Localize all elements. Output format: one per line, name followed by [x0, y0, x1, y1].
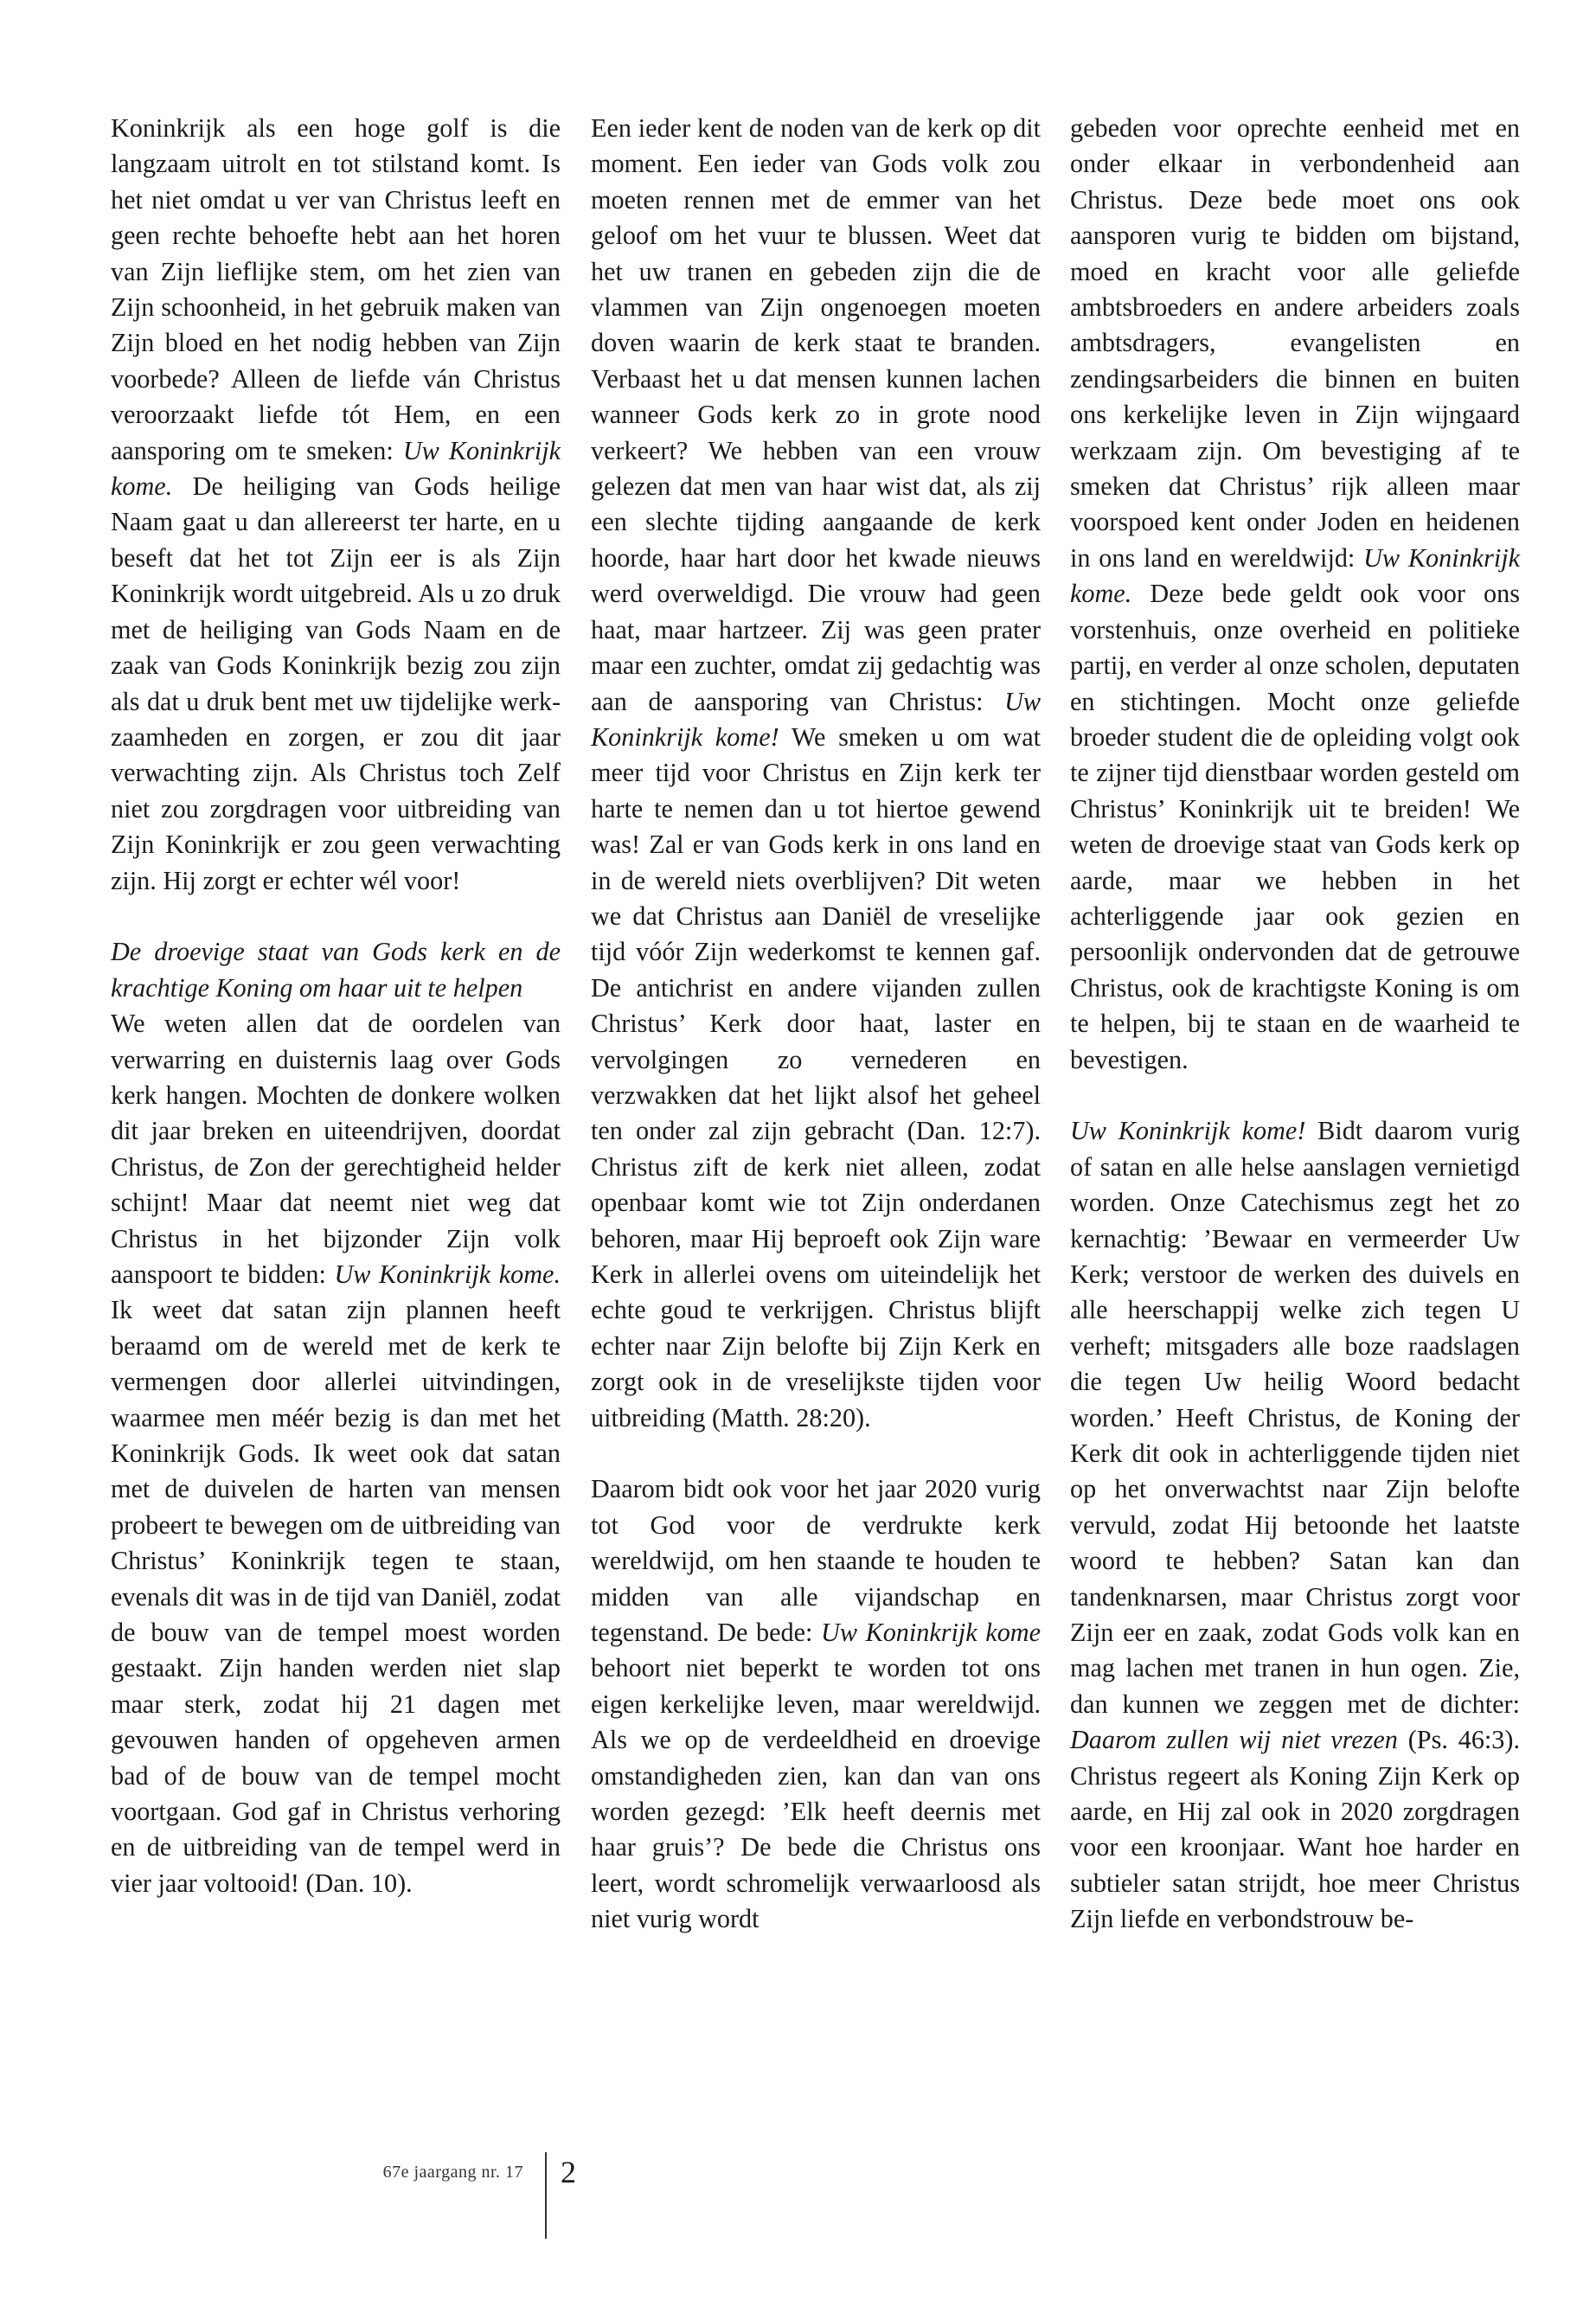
text-run: Een ieder kent de noden van de kerk op dit moment. Een ieder van Gods volk zou moeten rennen met de emmer van het geloof om het vuur te blussen. Weet dat het uw tranen en gebeden zijn die de vlammen van Zijn ongenoegen moeten doven waarin de kerk staat te branden. Verbaast het u dat mensen kunnen lachen wanneer Gods kerk zo in grote nood verkeert? We hebben van een vrouw gelezen dat men van haar wist dat, als zij een slechte tijding aangaande de kerk hoorde, haar hart door het kwade nieuws werd overweldigd. Die vrouw had geen haat, maar hartzeer. Zij was geen prater maar een zuchter, omdat zij gedachtig was aan de aansporing van Christus: [591, 113, 1041, 716]
text-run: Bidt daarom vurig of satan en alle helse aanslagen vernietigd worden. Onze Catechismus zegt het zo kernachtig: ’Bewaar en vermeerder Uw Kerk; verstoor de werken des duivels en alle heerschappij welke zich tegen U verheft; mitsgaders alle boze raadslagen die tegen Uw heilig Woord bedacht worden.’ Heeft Christus, de Koning der Kerk dit ook in achterliggende tijden niet op het onverwachtst naar Zijn belofte vervuld, zodat Hij betoonde het laatste woord te hebben? Satan kan dan tandenknarsen, maar Christus zorgt voor Zijn eer en zaak, zodat Gods volk kan en mag lachen met tranen in hun ogen. Zie, dan kunnen we zeggen met de dichter: [1070, 1116, 1520, 1719]
text-run: behoort niet beperkt te worden tot ons eigen kerkelijke leven, maar wereldwijd. Als we op de verdeeldheid en droevige omstandigheden zien, kan dan van ons worden gezegd: ’Elk heeft deernis met haar gruis’? De bede die Christus ons leert, wordt schromelijk verwaarloosd als niet vurig wordt [591, 1653, 1041, 1934]
text-run: (Ps. 46:3). Christus regeert als Koning Zijn Kerk op aarde, en Hij zal ook in 2020 zorgdragen voor een kroonjaar. Want hoe harder en subtieler satan strijdt, hoe meer Christus Zijn liefde en verbondstrouw be- [1070, 1725, 1520, 1934]
text-column-1 [111, 111, 561, 1901]
italic-text: Uw Koninkrijk kome. [334, 1259, 561, 1289]
paragraph [591, 1471, 1041, 1937]
page-footer [0, 2152, 1596, 2273]
italic-text: Daarom zullen wij niet vrezen [1070, 1725, 1398, 1755]
paragraph [1070, 111, 1520, 1078]
text-run: We smeken u om wat meer tijd voor Christus en Zijn kerk ter harte te nemen dan u tot hiertoe gewend was! Zal er van Gods kerk in ons land en in de wereld niets overblijven? Dit weten we dat Christus aan Daniël de vreselijke tijd vóór Zijn wederkomst te kennen gaf. De antichrist en andere vijanden zullen Christus’ Kerk door haat, laster en vervolgingen zo vernederen en verzwakken dat het lijkt alsof het geheel ten onder zal zijn gebracht (Dan. 12:7). Christus zift de kerk niet alleen, zodat openbaar komt wie tot Zijn onderdanen behoren, maar Hij beproeft ook Zijn ware Kerk in allerlei ovens om uiteindelijk het echte goud te verkrijgen. Christus blijft echter naar Zijn belofte bij Zijn Kerk en zorgt ook in de vreselijkste tijden voor uitbreiding (Matth. 28:20). [591, 721, 1041, 1433]
italic-text: Uw Koninkrijk kome! [1070, 1116, 1306, 1146]
italic-text: Uw Koninkrijk kome [821, 1618, 1041, 1648]
section-heading: De droevige staat van Gods kerk en de krachtige Koning om haar uit te helpen [111, 937, 561, 1003]
footer-divider [545, 2152, 547, 2239]
text-run: gebeden voor oprechte eenheid met en onder elkaar in verbondenheid aan Christus. Deze bede moet ons ook aansporen vurig te bidden om bijstand, moed en kracht voor alle geliefde ambtsbroeders en andere arbeiders zoals ambtsdragers, evangelisten en zendingsarbeiders die binnen en buiten ons kerkelijke leven in Zijn wijngaard werkzaam zijn. Om bevestiging af te smeken dat Christus’ rijk alleen maar voorspoed kent onder Joden en heidenen in ons land en wereldwijd: [1070, 113, 1520, 573]
text-run: We weten allen dat de oordelen van verwarring en duisternis laag over Gods kerk hangen. Mochten de donkere wolken dit jaar breken en uiteendrijven, doordat Christus, de Zon der gerechtigheid helder schijnt! Maar dat neemt niet weg dat Christus in het bijzonder Zijn volk aanspoort te bidden: [111, 1009, 561, 1289]
italic-text: Uw Koninkrijk kome. [111, 435, 561, 502]
text-column-2 [591, 111, 1041, 1938]
italic-text: Uw Koninkrijk kome! [591, 686, 1041, 752]
paragraph [111, 1006, 561, 1901]
text-run: De heiliging van Gods heilige Naam gaat u dan allereerst ter harte, en u beseft dat het tot Zijn eer is als Zijn Koninkrijk wordt uitgebreid. Als u zo druk met de heiliging van Gods Naam en de zaak van Gods Koninkrijk bezig zou zijn als dat u druk bent met uw tijdelijke werkzaamheden en zorgen, er zou dit jaar verwachting zijn. Als Christus toch Zelf niet zou zorgdragen voor uitbreiding van Zijn Koninkrijk er zou geen verwachting zijn. Hij zorgt er echter wél voor! [111, 471, 561, 895]
text-run: Ik weet dat satan zijn plannen heeft beraamd om de wereld met de kerk te vermengen door allerlei uitvindingen, waarmee men méér bezig is dan met het Koninkrijk Gods. Ik weet ook dat satan met de duivelen de harten van mensen probeert te bewegen om de uitbreiding van Christus’ Koninkrijk tegen te staan, evenals dit was in de tijd van Daniël, zodat de bouw van de tempel moest worden gestaakt. Zijn handen werden niet slap maar sterk, zodat hij 21 dagen met gevouwen handen of opgeheven armen bad of de bouw van de tempel mocht voortgaan. God gaf in Christus verhoring en de uitbreiding van de tempel werd in vier jaar voltooid! (Dan. 10). [111, 1295, 561, 1898]
issue-label: 67e jaargang nr. 17 [382, 2163, 523, 2182]
paragraph [1070, 1113, 1520, 1937]
paragraph [111, 111, 561, 899]
text-run: Koninkrijk als een hoge golf is die langzaam uitrolt en tot stilstand komt. Is het niet omdat u ver van Christus leeft en geen rechte behoefte hebt aan het horen van Zijn lieflijke stem, om het zien van Zijn schoonheid, in het gebruik maken van Zijn bloed en het nodig hebben van Zijn voorbede? Alleen de liefde ván Christus veroorzaakt liefde tót Hem, en een aansporing om te smeken: [111, 113, 561, 465]
text-run: Deze bede geldt ook voor ons vorstenhuis, onze overheid en politieke partij, en verder al onze scholen, deputaten en stichtingen. Mocht onze geliefde broeder student die de opleiding volgt ook te zijner tijd dienstbaar worden gesteld om Christus’ Koninkrijk uit te breiden! We weten de droevige staat van Gods kerk op aarde, maar we hebben in het achterliggende jaar ook gezien en persoonlijk ondervonden dat de getrouwe Christus, ook de krachtigste Koning is om te helpen, bij te staan en de waarheid te bevestigen. [1070, 579, 1520, 1074]
italic-text: Uw Koninkrijk kome. [1070, 542, 1520, 609]
text-run: Daarom bidt ook voor het jaar 2020 vurig tot God voor de verdrukte kerk wereldwijd, om hen staande te houden te midden van alle vijandschap en tegenstand. De bede: [591, 1474, 1041, 1648]
text-column-3 [1070, 111, 1520, 1938]
page-number: 2 [561, 2155, 576, 2189]
paragraph [591, 111, 1041, 1436]
